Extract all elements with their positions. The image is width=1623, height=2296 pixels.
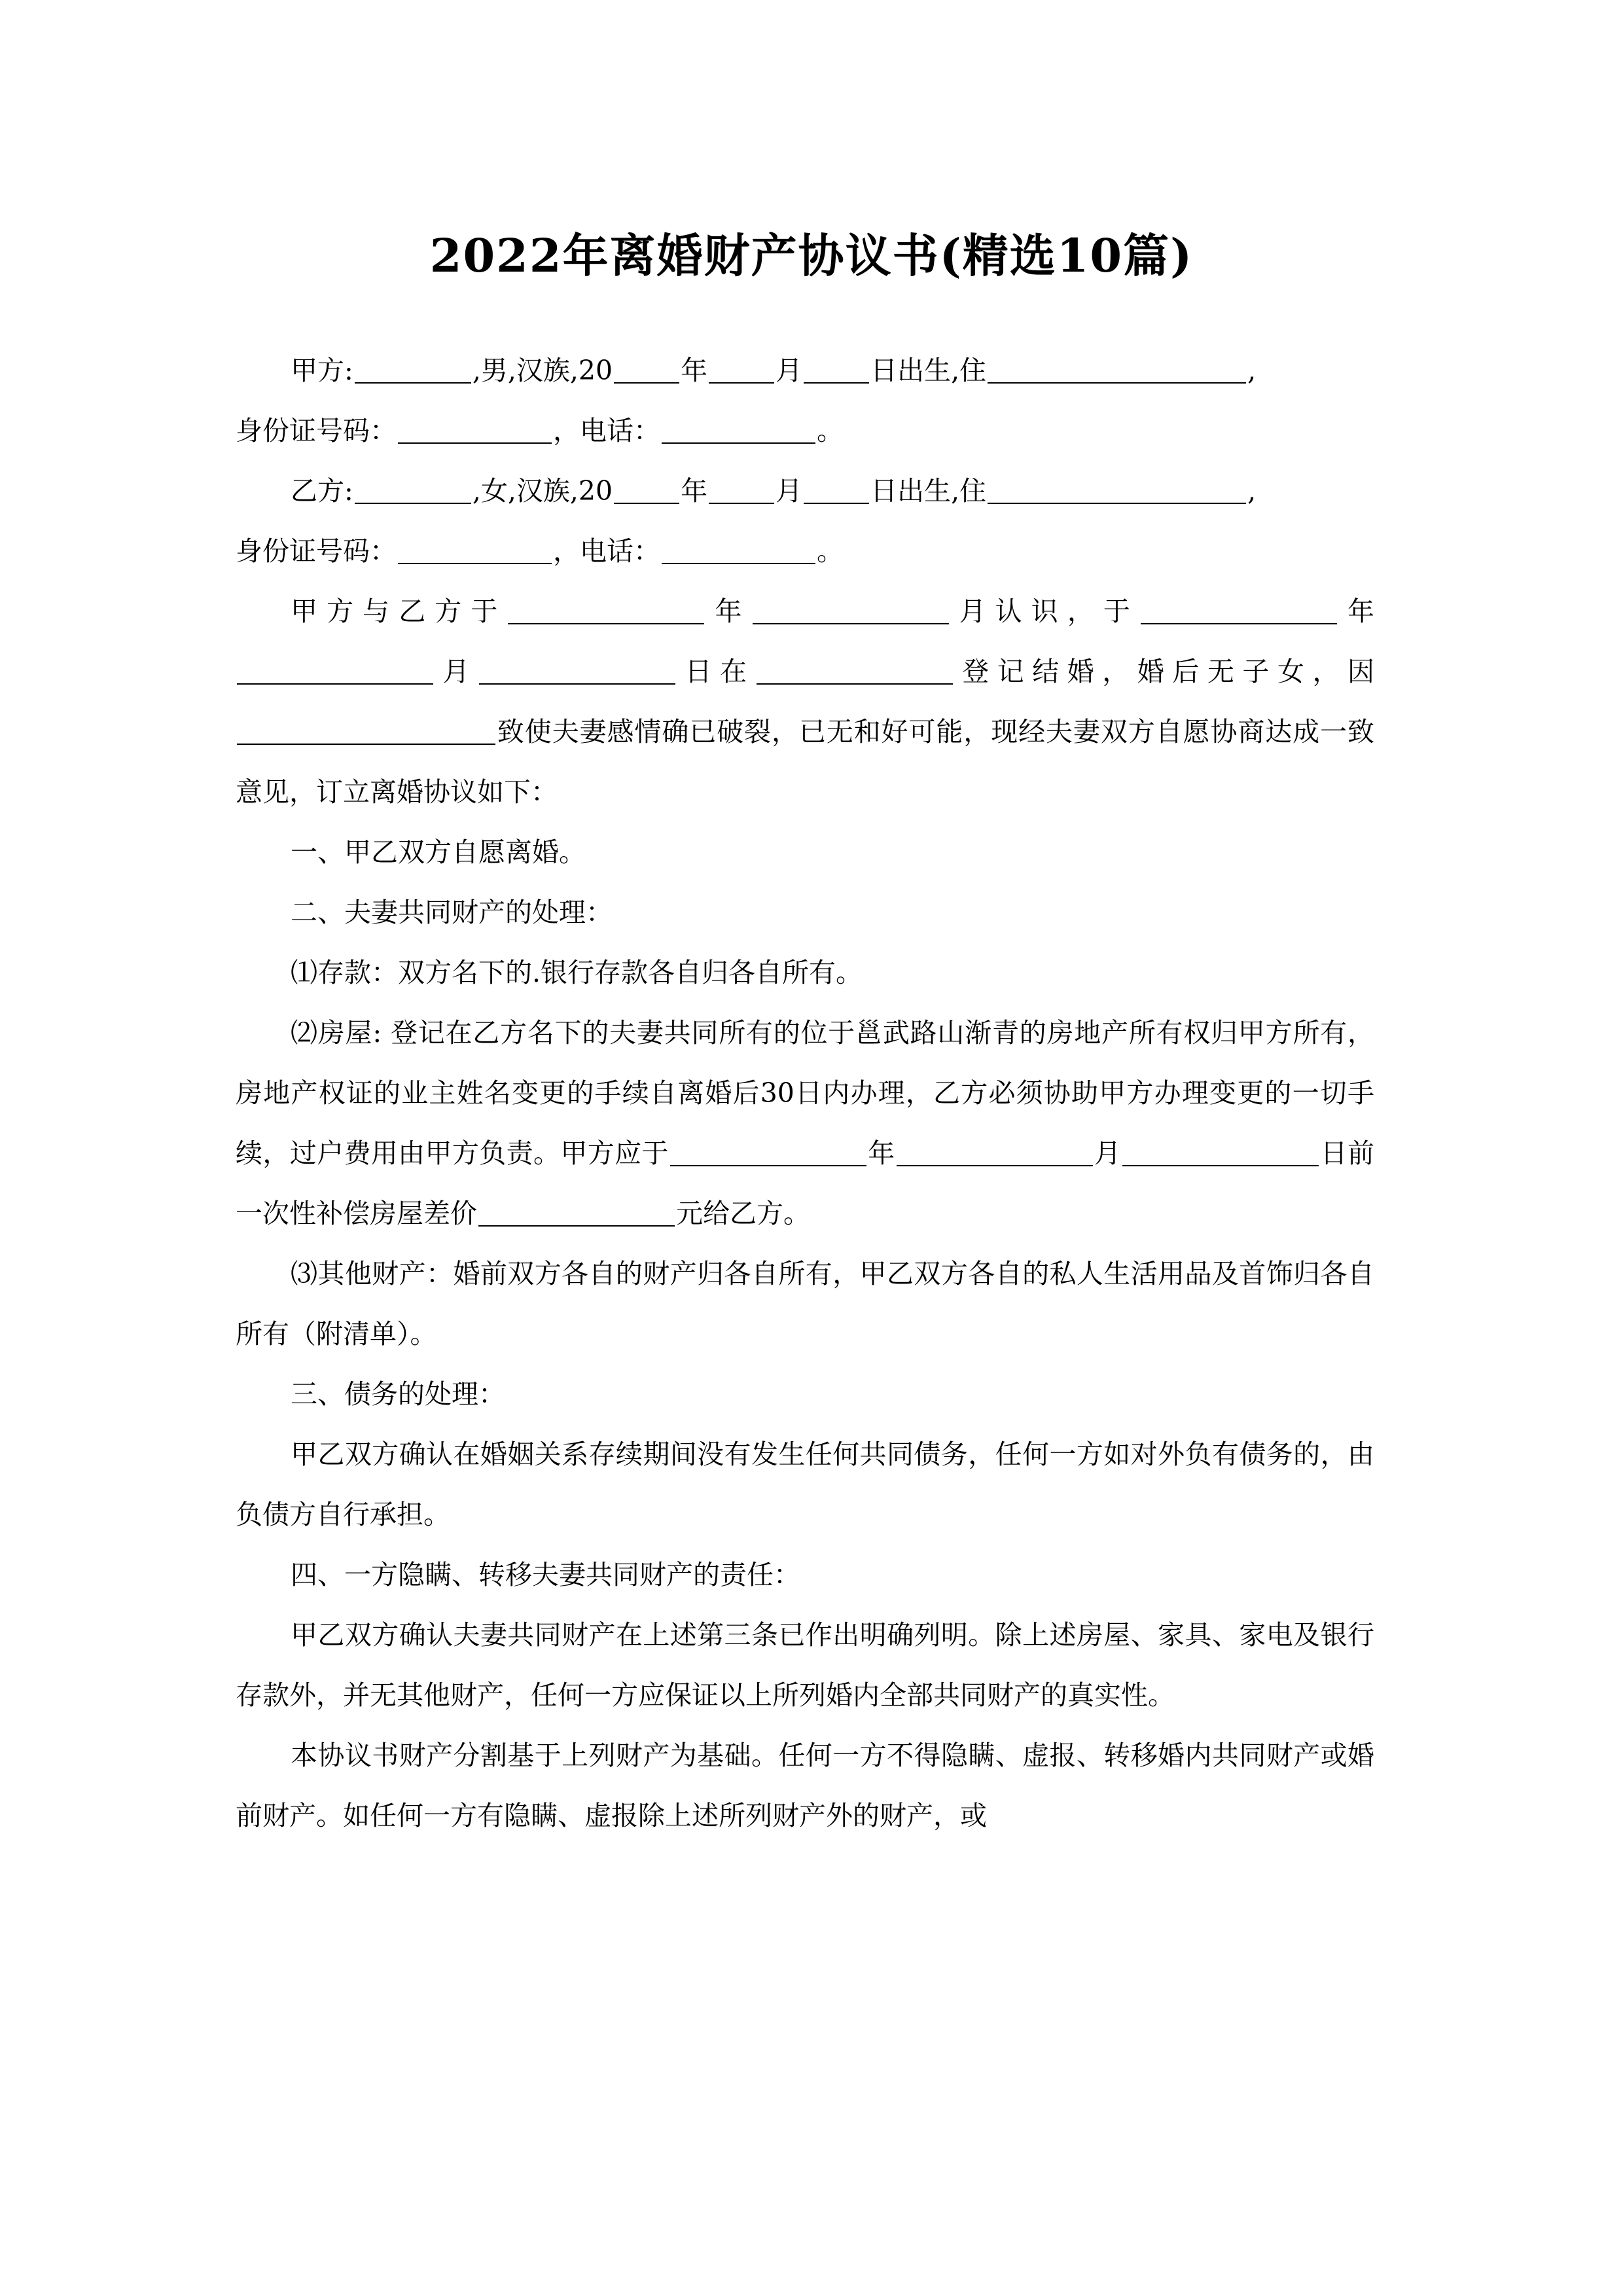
- party-b-text-3: 月: [776, 475, 803, 507]
- clause-two-item-2-text-2: 年: [867, 1138, 895, 1169]
- party-a-phone-blank[interactable]: [662, 416, 815, 444]
- party-b-text-5: ,: [1247, 475, 1257, 507]
- party-b-id-blank[interactable]: [398, 537, 552, 564]
- party-a-label: 甲方:: [291, 355, 353, 386]
- compensation-day-blank[interactable]: [1122, 1139, 1319, 1166]
- marriage-intro-paragraph: [236, 581, 1374, 822]
- party-b-phone-label: ，电话：: [553, 535, 660, 567]
- party-b-identity-line: [236, 461, 1374, 521]
- party-a-identity-line: [236, 340, 1374, 401]
- party-a-month-blank[interactable]: [709, 356, 774, 384]
- party-b-id-period: 。: [817, 535, 844, 567]
- party-b-phone-blank[interactable]: [662, 537, 815, 564]
- party-a-id-period: 。: [817, 415, 844, 446]
- compensation-amount-blank[interactable]: [478, 1199, 675, 1227]
- clause-two-item-1-text: ⑴存款：双方名下的.银行存款各自归各自所有。: [291, 957, 863, 988]
- intro-text-5: 月: [435, 656, 478, 687]
- party-a-text-2: 年: [681, 355, 708, 386]
- party-b-text-2: 年: [681, 475, 708, 507]
- clause-one-text: 一、甲乙双方自愿离婚。: [291, 836, 586, 868]
- party-b-address-blank[interactable]: [988, 476, 1246, 504]
- clause-three-text: 三、债务的处理：: [291, 1378, 505, 1410]
- clause-four-body-text: 甲乙双方确认夫妻共同财产在上述第三条已作出明确列明。除上述房屋、家具、家电及银行存款外，并无其他财产，任何一方应保证以上所列婚内全部共同财产的真实性。: [236, 1619, 1374, 1711]
- clause-two-item-2-text-4: 日前一次性补偿房屋差价: [236, 1138, 1375, 1229]
- clause-four-body: [236, 1605, 1374, 1725]
- clause-three-body-text: 甲乙双方确认在婚姻关系存续期间没有发生任何共同债务，任何一方如对外负有债务的，由负债方自行承担。: [236, 1439, 1374, 1530]
- clause-two-item-3-text: ⑶其他财产：婚前双方各自的财产归各自所有，甲乙双方各自的私人生活用品及首饰归各自所有（附清单）。: [236, 1258, 1374, 1350]
- clause-two-item-2-text: ⑵房屋: 登记在乙方名下的夫妻共同所有的位于邕武路山渐青的房地产所有权归甲方所有，房地产权证的业主姓名变更的手续自离婚后30日内办理，乙方必须协助甲方办理变更的一切手续，过户费用由甲方负责。甲方应于: [236, 1017, 1374, 1169]
- party-a-year-blank[interactable]: [614, 356, 679, 384]
- party-b-id-line: [236, 521, 1374, 581]
- party-b-name-blank[interactable]: [355, 476, 471, 504]
- marry-year-blank[interactable]: [1141, 597, 1337, 624]
- party-b-text-1: ,女,汉族,20: [472, 475, 613, 507]
- compensation-month-blank[interactable]: [897, 1139, 1093, 1166]
- clause-four-text: 四、一方隐瞒、转移夫妻共同财产的责任：: [291, 1559, 800, 1590]
- clause-four-body-2: [236, 1725, 1374, 1846]
- intro-text-7: 登记结婚，婚后无子女，因: [954, 656, 1375, 687]
- party-b-id-label: 身份证号码：: [236, 535, 397, 567]
- party-b-label: 乙方:: [291, 475, 353, 507]
- party-a-text-1: ,男,汉族,20: [472, 355, 613, 386]
- marry-month-blank[interactable]: [237, 657, 433, 685]
- party-a-text-4: 日出生,住: [870, 355, 987, 386]
- clause-two: [236, 882, 1374, 942]
- reason-blank[interactable]: [237, 717, 495, 745]
- party-a-id-label: 身份证号码：: [236, 415, 397, 446]
- intro-text-8: 致使夫妻感情确已破裂，已无和好可能，现经夫妻双方自愿协商达成一致意见，订立离婚协议如下：: [236, 716, 1374, 808]
- clause-three: [236, 1364, 1374, 1424]
- party-a-day-blank[interactable]: [804, 356, 869, 384]
- party-b-month-blank[interactable]: [709, 476, 774, 504]
- clause-two-item-1: [236, 942, 1374, 1003]
- meet-year-blank[interactable]: [508, 597, 704, 624]
- clause-four-body-2-text: 本协议书财产分割基于上列财产为基础。任何一方不得隐瞒、虚报、转移婚内共同财产或婚前财产。如任何一方有隐瞒、虚报除上述所列财产外的财产，或: [236, 1740, 1374, 1831]
- clause-three-body: [236, 1424, 1374, 1545]
- clause-one: [236, 822, 1374, 882]
- page-title: 2022年离婚财产协议书(精选10篇): [429, 228, 1194, 283]
- party-a-name-blank[interactable]: [355, 356, 471, 384]
- compensation-year-blank[interactable]: [670, 1139, 866, 1166]
- clause-two-text: 二、夫妻共同财产的处理：: [291, 897, 613, 928]
- party-b-year-blank[interactable]: [614, 476, 679, 504]
- party-a-text-5: ,: [1247, 355, 1257, 386]
- document-body: [236, 340, 1374, 1846]
- party-a-id-line: [236, 401, 1374, 461]
- party-b-day-blank[interactable]: [804, 476, 869, 504]
- clause-two-item-2: [236, 1003, 1374, 1244]
- clause-four: [236, 1545, 1374, 1605]
- marry-place-blank[interactable]: [757, 657, 953, 685]
- party-b-text-4: 日出生,住: [870, 475, 987, 507]
- meet-month-blank[interactable]: [753, 597, 949, 624]
- clause-two-item-2-text-3: 月: [1094, 1138, 1122, 1169]
- party-a-phone-label: ，电话：: [553, 415, 660, 446]
- clause-two-item-3: [236, 1244, 1374, 1364]
- marry-day-blank[interactable]: [479, 657, 675, 685]
- party-a-text-3: 月: [776, 355, 803, 386]
- intro-text-4: 年: [1338, 596, 1375, 627]
- party-a-address-blank[interactable]: [988, 356, 1246, 384]
- party-a-id-blank[interactable]: [398, 416, 552, 444]
- intro-text-3: 月认识，于: [950, 596, 1139, 627]
- intro-text-6: 日在: [677, 656, 755, 687]
- clause-two-item-2-text-5: 元给乙方。: [676, 1198, 810, 1229]
- intro-text-2: 年: [705, 596, 751, 627]
- intro-text-1: 甲方与乙方于: [291, 596, 507, 627]
